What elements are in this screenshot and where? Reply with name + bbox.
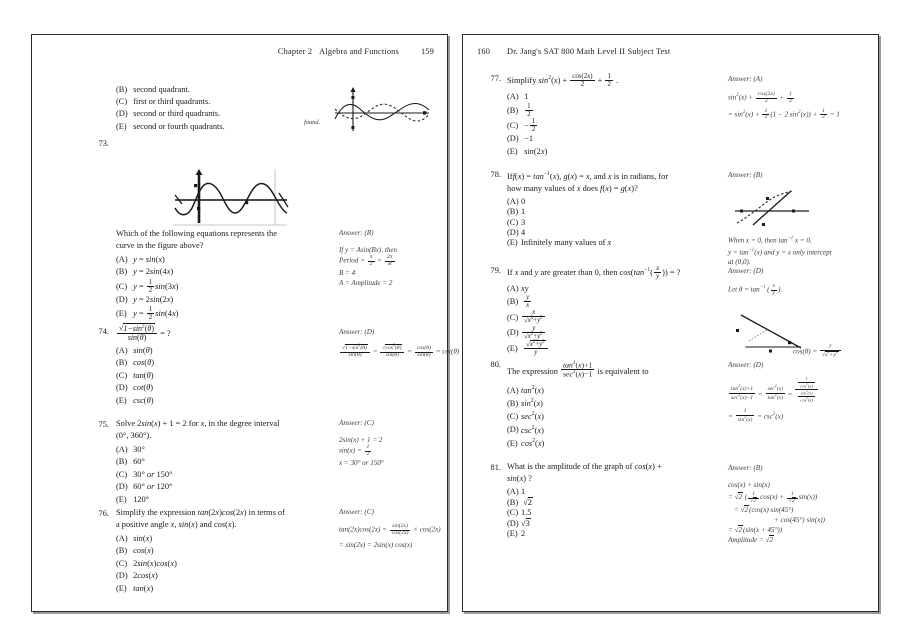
choice-list-73 [116,254,331,321]
choice-item[interactable]: (D) 4 [507,227,526,237]
choice-item[interactable]: (A) y = sin(x) [116,254,165,264]
chapter-label: Chapter 2 [277,47,313,56]
question-81-body [507,461,729,539]
right-running-head [477,47,670,56]
choice-item[interactable]: (A) xy [507,283,529,293]
choice-item[interactable]: (D) $\frac{y}{√x^2+y^2}$ [507,325,732,341]
choice-item[interactable]: (A) 1 [507,91,529,101]
choice-item[interactable]: (C) y = $\frac{1}{2}$ sin(3x) [116,278,179,294]
answer-line: = √2(cos(x) sin(45°) [734,505,794,514]
question-76-body [116,507,336,595]
choice-item[interactable]: (D) y = 2sin(2x) [116,294,174,304]
answer-78-explanation [728,234,878,267]
answer-line: sin(x) = $\frac{1}{2}$ [339,444,370,458]
question-stem-line-1: The expression $\frac{\tan^2(x)+1}{\sec^2(x)-1}$ is equivalent to [507,360,649,380]
answer-74 [339,327,479,359]
choice-item[interactable]: (A) 0 [507,196,526,206]
choice-item[interactable]: (D) $\csc^2(x)$ [507,424,544,435]
choice-item[interactable]: (B) 60° [116,457,145,467]
answer-79 [728,266,878,297]
choice-item[interactable]: (D) −1 [507,134,534,144]
question-stem-line-2: curve in the figure above? [116,241,204,251]
choice-item[interactable]: (A) sin(x) [116,533,153,543]
figure-arctan-vs-identity [731,187,817,231]
choice-list-75 [116,444,334,506]
answer-line: = $\sin^2(x)$ + $\frac{1}{2}$ (1 − 2 $\sin^2(x)$) + $\frac{1}{2}$ = 1 [728,107,840,121]
answer-line: = √2 ( $\frac{1}{√2}$ cos(x) + $\frac{1}{√2}$ sin(x)) [728,490,818,504]
answer-header: Answer: (B) [728,171,763,179]
choice-item[interactable]: (B) cos(x) [116,546,154,556]
choice-item[interactable]: (E) y = $\frac{1}{2}$ sin(4x) [116,306,179,322]
book-title: Dr. Jang's SAT 800 Math Level II Subject Test [507,47,671,56]
answer-73 [339,228,467,288]
choice-item[interactable]: (B) cos(θ) [116,358,154,368]
answer-line: If y = Asin(Bx), then [339,246,398,255]
choice-item[interactable]: (D) √3 [507,518,530,528]
answer-line: Let $\theta = \tan^{-1}$ ( $\frac{x}{y}$ ). [728,283,783,296]
choice-label: (B) [116,84,128,94]
choice-item[interactable]: (C) − $\frac{1}{2}$ [507,118,536,134]
answer-line: x = 30° or 150° [339,459,384,467]
answer-header: Answer: (C) [339,419,374,427]
answer-line: 2sin(x) + 1 = 2 [339,436,383,445]
choice-item[interactable]: (C) 1.5 [507,508,532,518]
answer-line: B = 4 [339,269,356,277]
choice-item[interactable]: (E) tan(x) [116,583,154,593]
choice-label: (C) [116,96,128,106]
choice-item[interactable]: (D) 2cos(x) [116,571,158,581]
question-stem-line-1: $Iff(x) = \tan^{-1}(x)$, g(x) = x, and x is in radians, for [507,171,669,181]
question-stem-line-1: If x and y are greater than 0, then $\cos(\tan^{-1}$( $\frac{x}{y}$ )) = ? [507,264,681,280]
question-number-74: 74. [98,327,109,336]
answer-78 [728,170,878,182]
choice-text: second quadrant. [131,84,190,94]
choice-item[interactable]: (C) 3 [507,217,526,227]
answer-76 [339,507,479,550]
answer-line: = $\frac{1}{\sin^2(x)}$ = $\csc^2(x)$ [728,408,784,423]
choice-item[interactable]: (C) 2sin(x)cos(x) [116,558,177,568]
answer-line: $\sin^2(x)$ + $\frac{\cos(2x)}{2}$ + $\frac{1}{2}$ [728,91,792,104]
answer-77 [728,74,873,121]
answer-line: Amplitude = √2 [728,536,773,545]
left-page-number: 159 [420,47,434,56]
carryover-choice-item[interactable] [116,84,225,96]
figure-two-curves [304,85,432,133]
left-running-head [278,47,434,56]
choice-item[interactable]: (C) $\sec^2(x)$ [507,411,544,422]
question-stem-line-2: a positive angle x, sin(x) and cos(x). [116,520,237,530]
answer-line: $y = \tan^{-1}(x)$ and y = x only intercept [728,247,832,256]
choice-item[interactable]: (E) 120° [116,494,150,504]
question-77-body [507,72,722,158]
question-stem-line-1: Which of the following equations represents the [116,229,277,238]
answer-80 [728,360,878,424]
choice-item[interactable]: (A) sin(θ) [116,345,153,355]
answer-line: cos(x) + sin(x) [728,481,770,490]
choice-item[interactable]: (B) $\frac{y}{x}$ [507,294,530,310]
question-stem-line-1: What is the amplitude of the graph of cos(x) + [507,462,662,471]
choice-item[interactable]: (B) 1 [507,207,526,217]
choice-item[interactable]: (A) $\tan^2(x)$ [507,384,544,395]
left-page [31,34,460,612]
answer-line: at (0,0). [728,258,751,267]
choice-item[interactable]: (C) 30° or 150° [116,469,173,479]
choice-list-80 [507,383,729,449]
choice-label: (D) [116,109,128,119]
carryover-choice-item[interactable] [116,96,225,108]
answer-line: A = Amplitude = 2 [339,279,393,288]
figure-sine-curve [167,163,292,229]
figure-caption-found: found. [304,119,321,126]
question-stem-line-1: Simplify the expression tan(2x)cos(2x) in terms of [116,508,285,517]
question-stem-line-2: how many values of x does f(x) = g(x)? [507,184,638,193]
answer-79-result [793,344,903,358]
choice-list-81 [507,487,729,539]
question-73-body [116,228,331,321]
choice-item[interactable]: (E) Infinitely many values of x [507,238,612,248]
carryover-choice-item[interactable] [116,121,225,133]
choice-item[interactable]: (E) $\cos^2(x)$ [507,437,545,448]
question-78-body [507,168,729,249]
choice-item[interactable]: (D) cot(θ) [116,383,154,393]
choice-item[interactable]: (B) $\sin^2(x)$ [507,398,543,408]
answer-line: When x = 0, then $\tan^{-1} x = 0$. [728,236,812,245]
question-79-body [507,264,732,357]
answer-line: + cos(45°) sin(x)) [774,515,825,524]
choice-list-77 [507,91,722,158]
choice-item[interactable]: (C) $\frac{x}{√x^2+y^2}$ [507,309,732,325]
answer-line: tan(2x)cos(2x) = $\frac{\sin(2x)}{\cos(2x)}$ × cos(2x) [339,523,441,536]
question-74-body [116,324,331,407]
choice-item[interactable]: (C) tan(θ) [116,370,154,380]
choice-text: second or third quadrants. [131,109,221,119]
answer-header: Answer: (C) [339,508,374,516]
choice-item[interactable]: (E) 2 [507,529,526,539]
question-number-78: 78. [490,170,501,179]
choice-item[interactable]: (E) csc(θ) [116,395,154,405]
question-stem-line-1: Solve 2sin(x) + 1 = 2 for x, in the degree interval [116,419,280,428]
choice-label: (E) [116,121,127,131]
question-number-76: 76. [98,509,109,518]
answer-line: = sin(2x) = 2sin(x) cos(x) [339,540,413,549]
choice-item[interactable]: (A) 30° [116,444,145,454]
choice-item[interactable]: (E) $\frac{√x^2+y^2}{y}$ [507,341,732,357]
choice-list-78 [507,197,729,249]
choice-item[interactable]: (E) sin(2x) [507,146,548,156]
answer-81 [728,463,880,545]
answer-header: Answer: (B) [728,464,763,472]
question-number-80: 80. [490,360,501,369]
answer-header: Answer: (A) [728,75,763,83]
answer-header: Answer: (D) [728,361,764,369]
answer-line: $\frac{√1-\sin^2(\theta)}{\sin(\theta)}$ = $\frac{√\cos^2(\theta)}{\sin(\theta)}$ = $\frac{\cos(\theta)}{\sin(\theta)}$ = cot(θ) [342,343,460,358]
question-number-77: 77. [490,74,501,83]
right-page [462,34,879,612]
section-label: Algebra and Functions [319,47,399,56]
question-number-81: 81. [490,463,501,472]
answer-line: $\frac{\tan^2(x)+1}{\sec^2(x)-1}$ = $\frac{\sec^2(x)}{\tan^2(x)}$ = $\frac{\frac{1}{\cos^2(x)}}{\frac{\sin^2(x)}{\cos^2(x)}}$ [728,377,878,403]
choice-list-76 [116,533,336,595]
choice-item[interactable]: (B) √2 [507,497,532,507]
answer-header: Answer: (B) [339,229,374,237]
answer-75 [339,418,467,468]
question-stem-line-2: sin(x) ? [507,474,532,484]
choice-item[interactable]: (D) 60° or 120° [116,482,173,492]
question-stem-line-2: (0°, 360°). [116,431,152,441]
question-80-body [507,361,729,449]
carryover-choice-item[interactable] [116,108,225,120]
choice-item[interactable]: (B) y = 2sin(4x) [116,267,174,277]
choice-item[interactable]: (B) $\frac{1}{2}$ [507,103,531,119]
right-page-number: 160 [477,47,491,56]
answer-line: Period = $\frac{\pi}{2}$ = $\frac{2\pi}{B}$ [339,254,393,268]
choice-text: second or fourth quadrants. [131,121,225,131]
answer-header: Answer: (D) [728,267,764,275]
choice-item[interactable]: (A) 1 [507,487,526,497]
answer-header: Answer: (D) [339,328,375,336]
answer-line: cos(θ) = $\frac{y}{√x^2+y^2}$ [793,344,903,358]
question-number: 73. [98,139,109,148]
question-number-79: 79. [490,266,501,275]
choice-list-74 [116,345,331,407]
answer-line: = √2(sin(x + 45°)) [728,525,783,534]
question-stem-line-1: Simplify $\sin^2(x)$ + $\frac{\cos(2x)}{2}$ + $\frac{1}{2}$ . [507,72,619,88]
question-stem-line-1: $\frac{√1-\sin^2(\theta)}{\sin(\theta)}$ = ? [119,323,171,342]
choice-text: first or third quadrants. [131,96,211,106]
choice-list-79 [507,284,732,357]
question-number-75: 75. [98,420,109,429]
question-75-body [116,418,334,506]
carryover-choice-list [116,84,225,134]
